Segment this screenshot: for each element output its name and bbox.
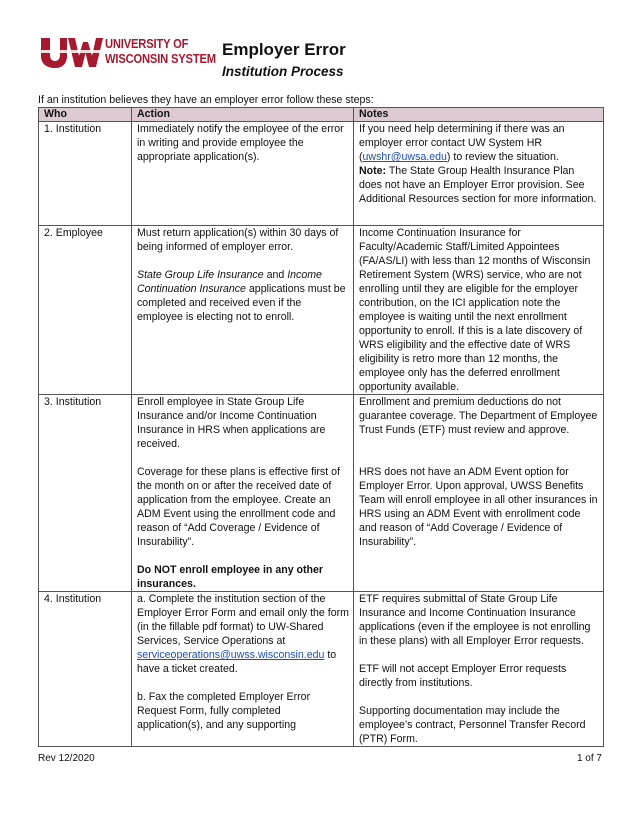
steps-table [38, 107, 604, 747]
page-title: Employer Error [222, 40, 346, 59]
action-warning-text: Do NOT enroll employee in any other insurances. [137, 564, 324, 590]
uw-logo-mark-icon [41, 36, 103, 68]
action-text: Must return application(s) within 30 days of being informed of employer error. [137, 227, 339, 253]
action-text: Coverage for these plans is effective first of the month on or after the received date of application from the employee. Create an ADM Event using the enrollment code and reason of “Add Coverage / Evidence of Insurability”. [137, 466, 340, 548]
header-action: Action [132, 108, 354, 122]
logo-line-2: WISCONSIN SYSTEM [105, 51, 216, 66]
cell-who: 2. Employee [39, 226, 132, 395]
action-text [137, 268, 349, 324]
notes-text: ETF will not accept Employer Error requests directly from institutions. [359, 663, 567, 689]
notes-text: Supporting documentation may include the employee’s contract, Personnel Transfer Record (PTR) Form. [359, 705, 586, 745]
table-row [39, 592, 604, 747]
cell-action [132, 395, 354, 592]
action-text: b. Fax the completed Employer Error Request Form, fully completed application(s), and any supporting [137, 691, 311, 731]
cell-notes [354, 226, 604, 395]
cell-action [132, 122, 354, 226]
cell-who: 4. Institution [39, 592, 132, 747]
table-header-row [39, 108, 604, 122]
title-block [222, 40, 346, 80]
income-continuation-term: Income Continuation Insurance [137, 269, 322, 295]
table-row [39, 122, 604, 226]
header-notes: Notes [354, 108, 604, 122]
action-text: applications must be completed and received even if the employee is electing not to enroll. [137, 283, 346, 323]
table-row [39, 226, 604, 395]
notes-text: ETF requires submittal of State Group Life Insurance and Income Continuation Insurance applications (even if the employee is not enrolling in these plans) with all Employer Error requests. [359, 593, 591, 647]
cell-action [132, 226, 354, 395]
notes-text: HRS does not have an ADM Event option for Employer Error. Upon approval, UWSS Benefits Team will enroll employee in all other insurances in HRS using an ADM Event with enrollment code and reason of “Add Coverage / Evidence of Insurability”. [359, 466, 598, 548]
notes-text: Income Continuation Insurance for Faculty/Academic Staff/Limited Appointees (FA/AS/LI) with less than 12 months of Wisconsin Retirement System (WRS) service, who are not enrolling until they are eligible for the employer contribution, on the ICI application note the employee is waiting until the next enrollment opportunity to enroll. If this is a late discovery of WRS eligibility and the effective date of WRS eligibility is retro more than 12 months, the employee only has the deferred enrollment opportunity available. [359, 227, 591, 393]
table-row [39, 395, 604, 592]
cell-action [132, 592, 354, 747]
notes-text: The State Group Health Insurance Plan does not have an Employer Error provision. See Additional Resources section for more information. [359, 165, 597, 205]
action-text: to have a ticket created. [137, 649, 337, 675]
page-number: 1 of 7 [576, 753, 602, 764]
logo-line-1: UNIVERSITY OF [105, 36, 189, 51]
service-operations-email-link[interactable]: serviceoperations@uwss.wisconsin.edu [137, 649, 325, 661]
action-text: a. Complete the institution section of the Employer Error Form and email only the form (in the fillable pdf format) to UW-Shared Services, Service Operations at [137, 593, 349, 647]
cell-notes [354, 395, 604, 592]
cell-notes [354, 122, 604, 226]
action-text [137, 592, 349, 676]
cell-notes [354, 592, 604, 747]
uwshr-email-link[interactable]: uwshr@uwsa.edu [362, 151, 447, 163]
life-insurance-term: State Group Life Insurance [137, 269, 264, 281]
action-text: Enroll employee in State Group Life Insurance and/or Income Continuation Insurance in HRS when applications are received. [137, 396, 326, 450]
notes-text: If you need help determining if there was an employer error contact UW System HR ( [359, 123, 565, 163]
notes-text: ) to review the situation. [446, 151, 559, 163]
notes-text: Enrollment and premium deductions do not guarantee coverage. The Department of Employee Trust Funds (ETF) must review and approve. [359, 396, 598, 436]
action-warning [137, 563, 349, 591]
header-who: Who [39, 108, 132, 122]
intro-text: If an institution believes they have an employer error follow these steps: [38, 94, 374, 106]
revision-label: Rev 12/2020 [38, 753, 95, 764]
action-text: Immediately notify the employee of the error in writing and provide employee the appropriate application(s). [137, 123, 344, 163]
page-subtitle: Institution Process [222, 64, 344, 79]
cell-who: 1. Institution [39, 122, 132, 226]
uw-system-logo [41, 36, 216, 72]
action-text: and [263, 269, 288, 281]
cell-who: 3. Institution [39, 395, 132, 592]
note-label: Note: [359, 165, 387, 177]
